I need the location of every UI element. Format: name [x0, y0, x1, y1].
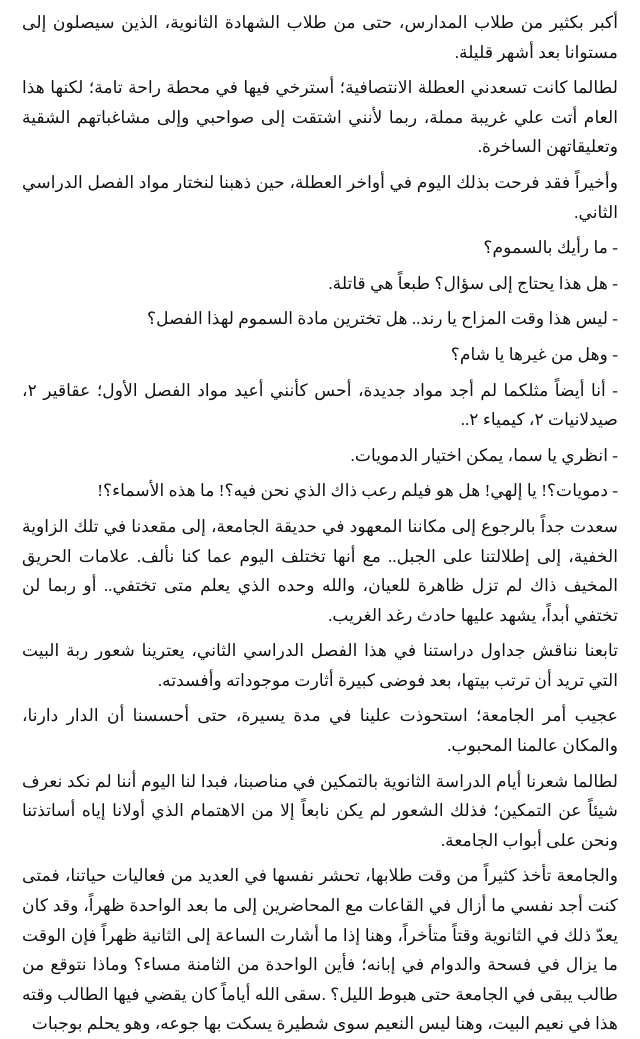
paragraph: لطالما شعرنا أيام الدراسة الثانوية بالتمكين في مناصبنا، فبدا لنا اليوم أننا لم نكد نعرف شيئاً عن التمكين؛ فذلك الشعور لم يكن نابعاً إلا من الاهتمام الذي أولانا إياه أساتذتنا ونحن على أبواب الجامعة.	[22, 771, 618, 850]
paragraph: سعدت جداً بالرجوع إلى مكاننا المعهود في حديقة الجامعة، إلى مقعدنا في تلك الزاوية الخفية، إلى إطلالتنا على الجبل.. مع أنها تختلف اليوم عما كنا نألف. علامات الحريق المخيف ذاك لم تزل ظاهرة للعيان، والله وحده الذي يعلم متى تختفي.. أو ربما لن تختفي أبداً، يشهد عليها حادث رغد الغريب.	[22, 516, 618, 625]
paragraph: والجامعة تأخذ كثيراً من وقت طلابها، تحشر نفسها في العديد من فعاليات حياتنا، فمتى كنت أجد نفسي ما أزال في القاعات مع المحاضرين إلى ما بعد الواحدة ظهراً، وقد كان يعدّ ذلك في الثانوية وقتاً متأخراً، وهنا إذا ما أشارت الساعة إلى الثانية ظهراً فإن الوقت ما يزال في فسحة والدوام في إبانه؛ فأين الواحدة من الثامنة مساء؟ وماذا نتوقع من طالب يبقى في الجامعة حتى هبوط الليل؟ .سقى الله أياماً كان يقضي فيها الطالب وقته هذا في نعيم البيت، وهنا ليس النعيم سوى شطيرة يسكت بها جوعه، وهو يحلم بوجبات	[22, 866, 618, 1034]
paragraph: عجيب أمر الجامعة؛ استحوذت علينا في مدة يسيرة، حتى أحسسنا أن الدار دارنا، والمكان عالمنا المحبوب.	[22, 706, 618, 756]
dialogue-line: - ليس هذا وقت المزاح يا رند.. هل تخترين مادة السموم لهذا الفصل؟	[146, 309, 618, 329]
dialogue-line: - أنا أيضاً مثلكما لم أجد مواد جديدة، أحس كأنني أعيد مواد الفصل الأول؛ عقاقير ٢، صيدلانيات ٢، كيمياء ٢..	[22, 380, 618, 430]
dialogue-line: - وهل من غيرها يا شام؟	[450, 344, 618, 364]
dialogue-line: - هل هذا يحتاج إلى سؤال؟ طبعاً هي قاتلة.	[328, 273, 618, 293]
paragraph: أكبر بكثير من طلاب المدارس، حتى من طلاب الشهادة الثانوية، الذين سيصلون إلى مستوانا بعد أشهر قليلة.	[22, 13, 618, 62]
dialogue-line: - انظري يا سما، يمكن اختيار الدمويات.	[350, 445, 618, 465]
paragraph: وأخيراً فقد فرحت بذلك اليوم في أواخر العطلة، حين ذهبنا لنختار مواد الفصل الدراسي الثاني.	[22, 172, 618, 222]
paragraph: لطالما كانت تسعدني العطلة الانتصافية؛ أسترخي فيها في محطة راحة تامة؛ لكنها هذا العام أتت علي غريبة مملة، ربما لأنني اشتقت إلى صواحبي وإلى مشاغباتهم الشقية وتعليقاتهن الساخرة.	[22, 78, 618, 157]
paragraph: تابعنا نناقش جداول دراستنا في هذا الفصل الدراسي الثاني، يعترينا شعور ربة البيت التي تريد أن ترتب بيتها، بعد فوضى كبيرة أثارت موجوداته وأفسدته.	[22, 641, 618, 690]
dialogue-line: - دمويات؟! يا إلهي! هل هو فيلم رعب ذاك الذي نحن فيه؟! ما هذه الأسماء؟!	[97, 481, 618, 501]
dialogue-line: - ما رأيك بالسموم؟	[483, 238, 618, 258]
